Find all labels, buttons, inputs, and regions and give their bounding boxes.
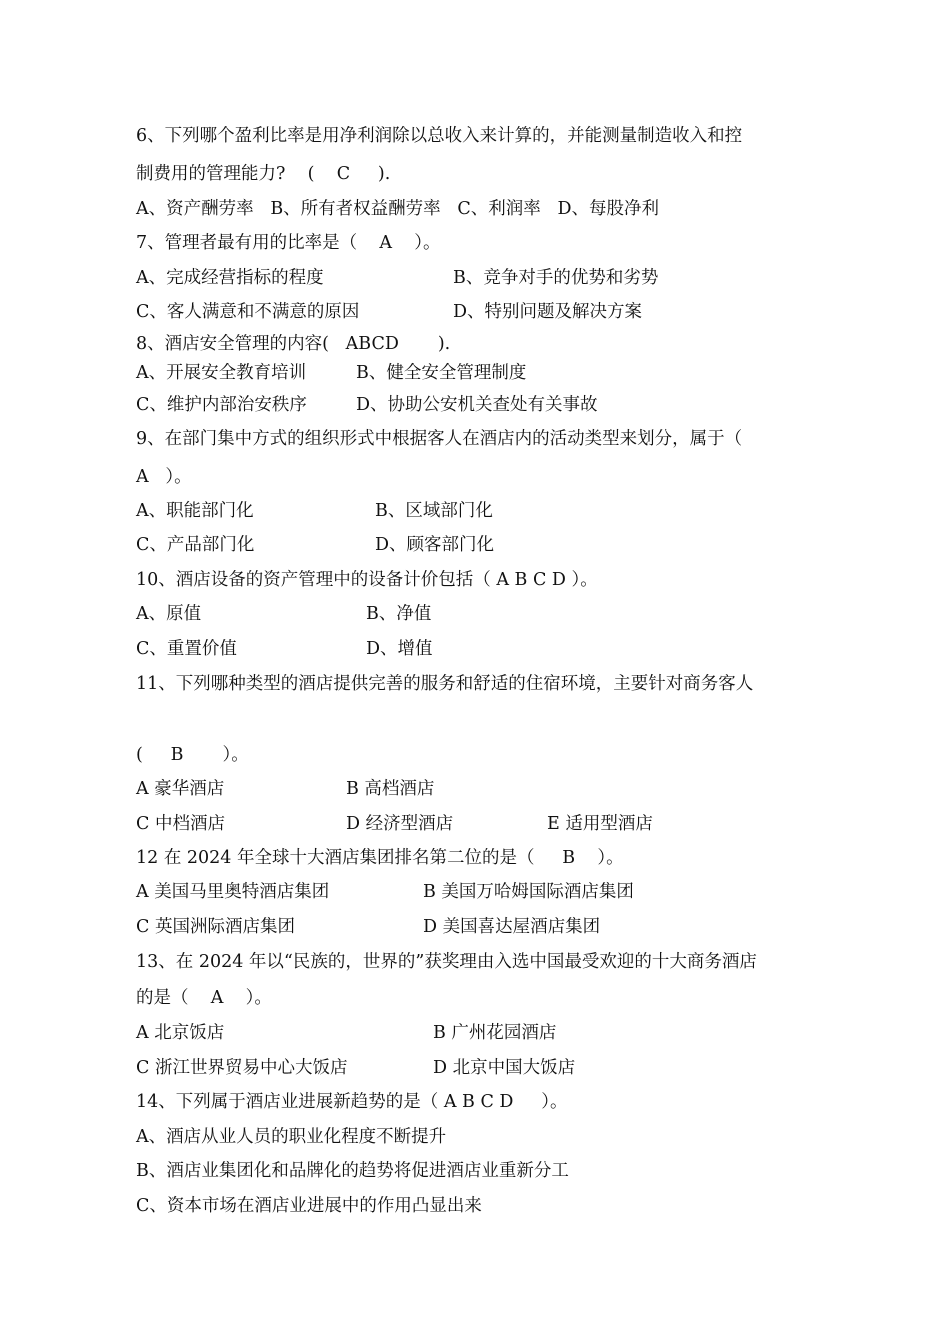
q11-option-c: C 中档酒店 — [136, 814, 225, 834]
q9-option-b: B、区域部门化 — [375, 501, 493, 521]
q7-option-b: B、竞争对手的优势和劣势 — [453, 268, 659, 288]
q14-option-a: A、酒店从业人员的职业化程度不断提升 — [136, 1127, 447, 1147]
q11-option-a: A 豪华酒店 — [136, 779, 225, 799]
q8-option-c: C、维护内部治安秩序 — [136, 395, 307, 415]
q8-option-b: B、健全安全管理制度 — [356, 363, 527, 383]
q10-stem: 10、酒店设备的资产管理中的设备计价包括（ A B C D ）。 — [136, 570, 598, 590]
q14-option-b: B、酒店业集团化和品牌化的趋势将促进酒店业重新分工 — [136, 1161, 569, 1181]
q14-stem: 14、下列属于酒店业进展新趋势的是（ A B C D ）。 — [136, 1092, 568, 1112]
q9-option-c: C、产品部门化 — [136, 535, 255, 555]
q6-stem-line2: 制费用的管理能力? ( C ). — [136, 164, 391, 184]
q12-stem: 12 在 2024 年全球十大酒店集团排名第二位的是（ B ）。 — [136, 848, 624, 868]
q13-option-a: A 北京饭店 — [136, 1023, 225, 1043]
q13-stem-line2: 的是（ A ）。 — [136, 988, 272, 1008]
q12-option-d: D 美国喜达屋酒店集团 — [423, 917, 601, 937]
q11-option-d: D 经济型酒店 — [346, 814, 454, 834]
q6-options: A、资产酬劳率 B、所有者权益酬劳率 C、利润率 D、每股净利 — [136, 199, 659, 219]
q8-stem: 8、酒店安全管理的内容( ABCD ). — [136, 334, 451, 354]
q14-option-c: C、资本市场在酒店业进展中的作用凸显出来 — [136, 1196, 482, 1216]
q9-option-a: A、职能部门化 — [136, 501, 254, 521]
q10-option-d: D、增值 — [366, 639, 433, 659]
q12-option-a: A 美国马里奥特酒店集团 — [136, 882, 330, 902]
q11-stem-line1: 11、下列哪种类型的酒店提供完善的服务和舒适的住宿环境，主要针对商务客人 — [136, 674, 754, 694]
q7-option-a: A、完成经营指标的程度 — [136, 268, 324, 288]
q8-option-d: D、协助公安机关查处有关事故 — [356, 395, 598, 415]
q12-option-c: C 英国洲际酒店集团 — [136, 917, 295, 937]
q11-option-e: E 适用型酒店 — [547, 814, 653, 834]
q7-option-c: C、客人满意和不满意的原因 — [136, 302, 360, 322]
q9-option-d: D、顾客部门化 — [375, 535, 495, 555]
q7-option-d: D、特别问题及解决方案 — [453, 302, 643, 322]
q13-option-b: B 广州花园酒店 — [433, 1023, 557, 1043]
q10-option-b: B、净值 — [366, 604, 432, 624]
q12-option-b: B 美国万哈姆国际酒店集团 — [423, 882, 634, 902]
q10-option-a: A、原值 — [136, 604, 202, 624]
q13-option-d: D 北京中国大饭店 — [433, 1058, 576, 1078]
q9-stem-line2: A ）。 — [136, 467, 192, 487]
q11-stem-line2: ( B ）。 — [136, 745, 249, 765]
q7-stem: 7、管理者最有用的比率是（ A ）。 — [136, 233, 441, 253]
q13-stem-line1: 13、在 2024 年以“民族的，世界的”获奖理由入选中国最受欢迎的十大商务酒店 — [136, 952, 757, 972]
q13-option-c: C 浙江世界贸易中心大饭店 — [136, 1058, 348, 1078]
q6-stem-line1: 6、下列哪个盈利比率是用净利润除以总收入来计算的，并能测量制造收入和控 — [136, 126, 743, 146]
q11-option-b: B 高档酒店 — [346, 779, 435, 799]
q9-stem-line1: 9、在部门集中方式的组织形式中根据客人在酒店内的活动类型来划分，属于（ — [136, 429, 743, 449]
q8-option-a: A、开展安全教育培训 — [136, 363, 307, 383]
q10-option-c: C、重置价值 — [136, 639, 237, 659]
